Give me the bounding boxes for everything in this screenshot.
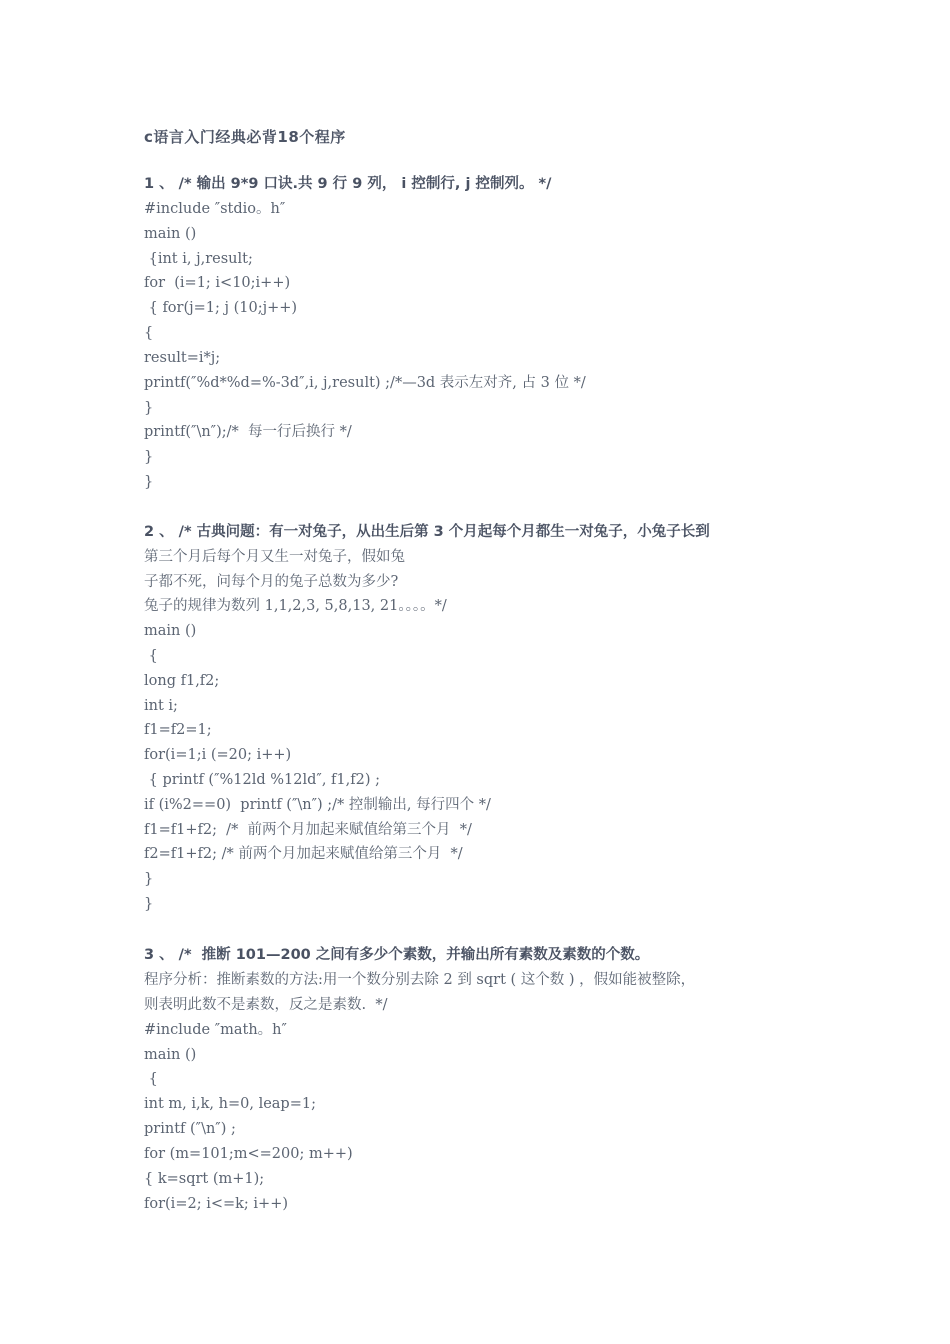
code-line: } [144, 399, 154, 416]
section-2 [144, 520, 824, 917]
code-line: 第三个月后每个月又生一对兔子，假如兔 [144, 548, 405, 565]
document-title: c语言入门经典必背18个程序 [144, 128, 346, 146]
section-1 [144, 172, 824, 495]
section-heading: 2 、 /* 古典问题：有一对兔子，从出生后第 3 个月起每个月都生一对兔子，小兔子长到 [144, 524, 710, 540]
code-line: {int i, j,result; [144, 250, 253, 267]
code-line: main () [144, 1046, 197, 1063]
code-line: main () [144, 225, 197, 242]
code-line: for(i=1;i (=20; i++) [144, 747, 292, 764]
code-line: #include ″math。h″ [144, 1021, 287, 1038]
code-line: 则表明此数不是素数，反之是素数. */ [144, 996, 388, 1013]
code-line: #include ″stdio。h″ [144, 200, 286, 217]
code-line: printf(″%d*%d=%-3d″,i, j,result) ;/*—3d 表示左对齐, 占 3 位 */ [144, 374, 586, 391]
code-line: for (i=1; i<10;i++) [144, 275, 291, 292]
code-line: int i; [144, 697, 178, 714]
code-line: 兔子的规律为数列 1,1,2,3, 5,8,13, 21。。。。*/ [144, 598, 447, 615]
code-line: } [144, 871, 154, 888]
code-line: { printf (″%12ld %12ld″, f1,f2) ; [144, 771, 380, 788]
code-line: long f1,f2; [144, 672, 220, 689]
code-line: printf (″\n″) ; [144, 1121, 236, 1138]
code-line: f1=f2=1; [144, 722, 212, 739]
code-line: printf(″\n″);/* 每一行后换行 */ [144, 424, 352, 441]
code-line: { [144, 325, 154, 342]
section-heading: 3 、 /* 推断 101—200 之间有多少个素数，并输出所有素数及素数的个数。 [144, 947, 650, 963]
code-line: if (i%2==0) printf (″\n″) ;/* 控制输出, 每行四个 */ [144, 796, 491, 813]
code-line: } [144, 449, 154, 466]
code-line: 子都不死，问每个月的兔子总数为多少? [144, 573, 399, 590]
code-line: { [144, 647, 158, 664]
code-line: for(i=2; i<=k; i++) [144, 1195, 289, 1212]
code-line: } [144, 895, 154, 912]
code-line: main () [144, 623, 197, 640]
code-line: f1=f1+f2; /* 前两个月加起来赋值给第三个月 */ [144, 821, 472, 838]
code-line: int m, i,k, h=0, leap=1; [144, 1096, 316, 1113]
code-line: f2=f1+f2; /* 前两个月加起来赋值给第三个月 */ [144, 846, 463, 863]
code-line: for (m=101;m<=200; m++) [144, 1146, 353, 1163]
section-3 [144, 943, 824, 1217]
section-heading: 1 、 /* 输出 9*9 口诀.共 9 行 9 列， i 控制行, j 控制列。 */ [144, 176, 552, 192]
code-line: } [144, 474, 154, 491]
code-line: 程序分析：推断素数的方法:用一个数分别去除 2 到 sqrt ( 这个数 ) ，假如能被整除， [144, 971, 696, 988]
code-line: result=i*j; [144, 349, 221, 366]
code-line: { for(j=1; j (10;j++) [144, 300, 298, 317]
code-line: { [144, 1071, 158, 1088]
code-line: { k=sqrt (m+1); [144, 1171, 265, 1188]
